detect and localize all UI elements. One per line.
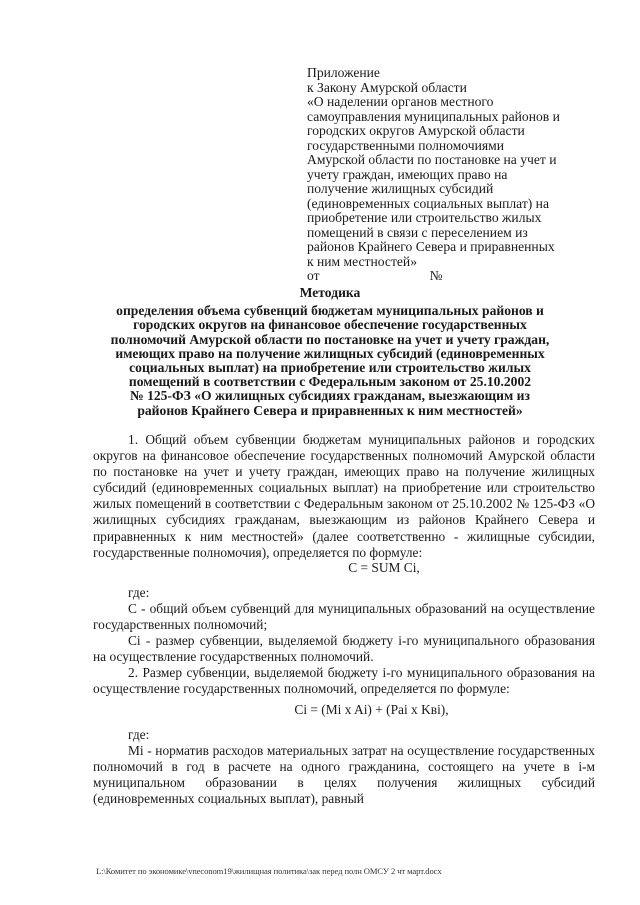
appendix-line: помещений в связи с переселением из [307,224,528,240]
where-label: где: [128,584,150,600]
where-label: где: [128,726,150,742]
formula-ci: Ci = (Mi x Ai) + (Pai x Kвi), [294,701,449,717]
title-line: определения объема субвенций бюджетам муниципальных районов и [116,303,544,319]
title-line: имеющих право на получение жилищных субсидий (единовременных [115,345,545,361]
definition-c: С - общий объем субвенций для муниципальных образований на осуществление государственных полномочий; [93,600,595,633]
appendix-line: «О наделении органов местного [307,94,494,109]
methodology-title [80,286,580,418]
appendix-line: к Закону Амурской области [307,79,467,95]
title-line: районов Крайнего Севера и приравненных к ним местностей» [137,402,523,418]
appendix-line: (единовременных социальных выплат) на [307,195,549,211]
appendix-block [307,66,597,284]
appendix-line: государственными полномочиями [307,137,504,153]
appendix-line: Приложение [307,65,380,80]
appendix-line: учету граждан, имеющих право на [307,166,508,182]
title-line: помещений в соответствии с Федеральным законом от 25.10.2002 [128,374,532,390]
formula-total: C = SUM Ci, [348,559,420,575]
definition-mi: Mi - норматив расходов материальных затрат на осуществление государственных полномочий в год в расчете на одного гражданина, состоящего на учете в i-м муниципальном образовании в целях получения жилищных субсидий (единовременных социальных выплат), равный [93,742,595,806]
paragraph-2: 2. Размер субвенции, выделяемой бюджету i-го муниципального образования на осуществление государственных полномочий, определяется по формуле: [93,665,595,697]
title-line: № 125-ФЗ «О жилищных субсидиях гражданам, выезжающим из [130,388,530,404]
title-line: социальных выплат) на приобретение или строительство жилых [129,360,531,376]
title-line: полномочий Амурской области по постановке на учет и учету граждан, [110,331,550,347]
title-line: городских округов на финансовое обеспечение государственных [133,317,527,333]
file-path-footer: L:\Комитет по экономике\vneconom19\жилищная политика\зак перед полн ОМСУ 2 чт март.docx [96,866,442,876]
title-heading: Методика [299,285,361,300]
date-number-line [307,269,597,284]
date-label: от [307,268,320,283]
definition-ci: Ci - размер субвенции, выделяемой бюджету i-го муниципального образования на осуществление государственных полномочий. [93,633,595,665]
appendix-line: к ним местностей» [307,253,417,269]
appendix-line: самоуправления муниципальных районов и [307,108,560,124]
appendix-line: Амурской области по постановке на учет и [307,152,557,167]
appendix-line: районов Крайнего Севера и приравненных [307,239,555,254]
appendix-line: приобретение или строительство жилых [307,210,542,225]
number-label: № [429,268,443,283]
paragraph-1: 1. Общий объем субвенции бюджетам муниципальных районов и городских округов на финансовое обеспечение государственных полномочий Амурской области по постановке на учет и учету граждан, имеющих право на получение жилищных субсидий (единовременных социальных выплат) на приобретение или строительство жилых помещений в соответствии с Федеральным законом от 25.10.2002 № 125-ФЗ «О жилищных субсидиях гражданам, выезжающим из районов Крайнего Севера и приравненных к ним местностей» (далее соответственно - жилищные субсидии, государственные полномочия), определяется по формуле: [93,432,595,560]
appendix-line: получение жилищных субсидий [307,181,494,196]
document-body [93,432,595,807]
appendix-line: городских округов Амурской области [307,123,525,138]
